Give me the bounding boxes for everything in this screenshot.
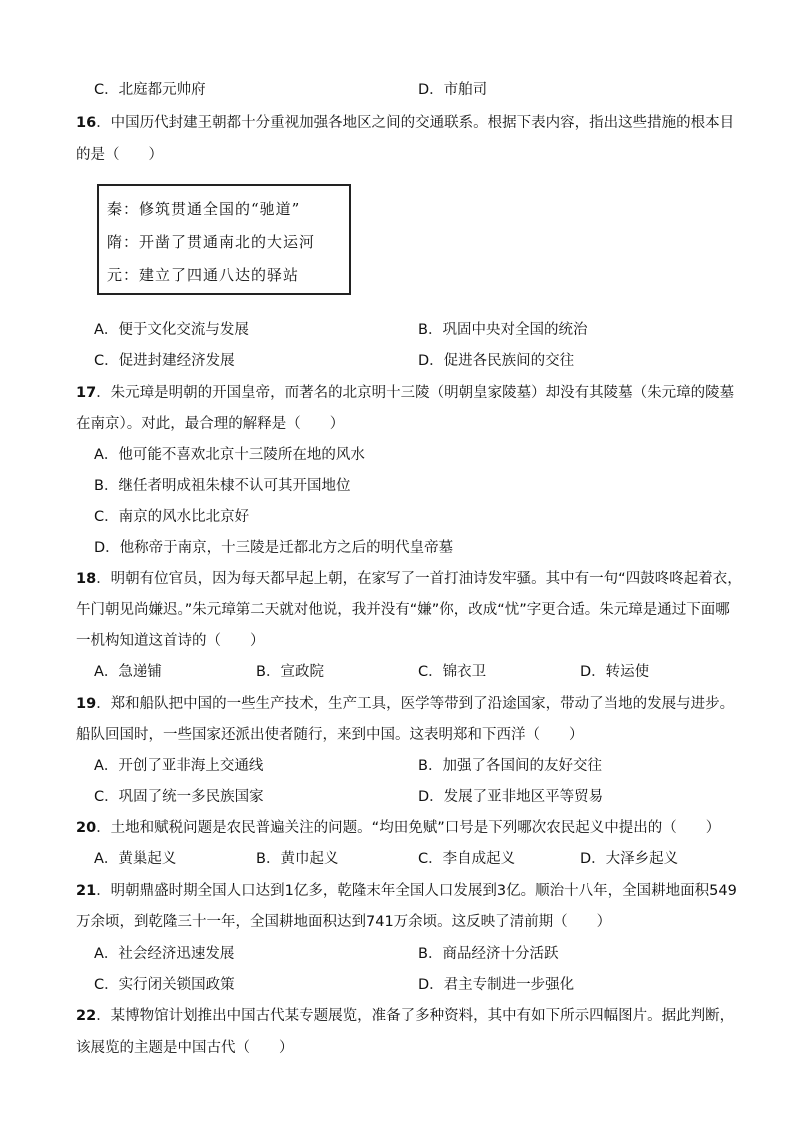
q22-stem-line2: 该展览的主题是中国古代（ ） — [76, 1040, 294, 1056]
q15-option-c: C．北庭都元帅府 — [94, 82, 206, 98]
q21-option-d: D．君主专制进一步强化 — [418, 977, 575, 993]
q21-text-1: ．明朝鼎盛时期全国人口达到1亿多，乾隆末年全国人口发展到3亿。顺治十八年，全国耕地面积549 — [96, 883, 737, 899]
q17-option-b: B．继任者明成祖朱棣不认可其开国地位 — [94, 478, 351, 494]
q17-number: 17 — [76, 385, 97, 401]
q18-text-1: ．明朝有位官员，因为每天都早起上朝，在家写了一首打油诗发牢骚。其中有一句“四鼓咚咚起着衣， — [96, 571, 742, 587]
q17-stem-line2: 在南京）。对此，最合理的解释是（ ） — [76, 416, 345, 432]
q20-option-c: C．李自成起义 — [418, 851, 516, 867]
q17-text-1: ．朱元璋是明朝的开国皇帝，而著名的北京明十三陵（明朝皇家陵墓）却没有其陵墓（朱元璋的陵墓 — [96, 385, 735, 401]
q17-stem-line1 — [76, 383, 734, 403]
q16-stem-line1 — [76, 113, 734, 133]
q19-text-1: ．郑和船队把中国的一些生产技术，生产工具，医学等带到了沿途国家，带动了当地的发展与进步。 — [96, 696, 735, 712]
q22-text-1: ．某博物馆计划推出中国古代某专题展览，准备了多种资料，其中有如下所示四幅图片。据此判断， — [96, 1008, 735, 1024]
q19-stem-line1 — [76, 694, 734, 714]
q16-text-1: ．中国历代封建王朝都十分重视加强各地区之间的交通联系。根据下表内容，指出这些措施的根本目 — [96, 115, 735, 131]
q17-option-d: D．他称帝于南京，十三陵是迁都北方之后的明代皇帝墓 — [94, 540, 454, 556]
q20-number: 20 — [76, 820, 97, 836]
q19-option-d: D．发展了亚非地区平等贸易 — [418, 789, 604, 805]
q20-text-1: ．土地和赋税问题是农民普遍关注的问题。“均田免赋”口号是下列哪次农民起义中提出的（ ） — [96, 820, 721, 836]
q16-stem-line2: 的是（ ） — [76, 147, 163, 163]
q22-number: 22 — [76, 1008, 97, 1024]
q16-number: 16 — [76, 115, 97, 131]
q17-option-c: C．南京的风水比北京好 — [94, 509, 250, 525]
q18-option-a: A．急递铺 — [94, 664, 162, 680]
q20-stem-line1 — [76, 818, 720, 838]
q18-option-c: C．锦衣卫 — [418, 664, 487, 680]
q18-stem-line2: 午门朝见尚嫌迟。”朱元璋第二天就对他说，我并没有“嫌”你，改成“忧”字更合适。朱元璋是通过下面哪 — [76, 602, 730, 618]
q21-number: 21 — [76, 883, 97, 899]
q18-stem-line1 — [76, 569, 742, 589]
q19-stem-line2: 船队回国时，一些国家还派出使者随行，来到中国。这表明郑和下西洋（ ） — [76, 727, 584, 743]
q18-option-d: D．转运使 — [580, 664, 650, 680]
q20-option-d: D．大泽乡起义 — [580, 851, 679, 867]
q19-number: 19 — [76, 696, 97, 712]
q21-stem-line2: 万余顷，到乾隆三十一年，全国耕地面积达到741万余顷。这反映了清前期（ ） — [76, 914, 612, 930]
q18-number: 18 — [76, 571, 97, 587]
q20-option-a: A．黄巢起义 — [94, 851, 177, 867]
q16-option-c: C．促进封建经济发展 — [94, 353, 235, 369]
q16-table-row-qin: 秦：修筑贯通全国的“驰道” — [107, 200, 301, 218]
q16-option-b: B．巩固中央对全国的统治 — [418, 322, 588, 338]
q21-option-a: A．社会经济迅速发展 — [94, 946, 235, 962]
q19-option-c: C．巩固了统一多民族国家 — [94, 789, 264, 805]
q17-option-a: A．他可能不喜欢北京十三陵所在地的风水 — [94, 447, 365, 463]
q22-stem-line1 — [76, 1006, 734, 1026]
q16-table-row-yuan: 元：建立了四通八达的驿站 — [107, 266, 300, 284]
q21-option-c: C．实行闭关锁国政策 — [94, 977, 235, 993]
q21-option-b: B．商品经济十分活跃 — [418, 946, 559, 962]
q20-option-b: B．黄巾起义 — [256, 851, 339, 867]
q16-option-a: A．便于文化交流与发展 — [94, 322, 249, 338]
q18-stem-line3: 一机构知道这首诗的（ ） — [76, 633, 265, 649]
q16-table-row-sui: 隋：开凿了贯通南北的大运河 — [107, 233, 316, 251]
q18-option-b: B．宣政院 — [256, 664, 324, 680]
q15-option-d: D．市舶司 — [418, 82, 488, 98]
q19-option-b: B．加强了各国间的友好交往 — [418, 758, 602, 774]
q16-option-d: D．促进各民族间的交往 — [418, 353, 575, 369]
q21-stem-line1 — [76, 881, 737, 901]
q19-option-a: A．开创了亚非海上交通线 — [94, 758, 264, 774]
q16-info-table — [97, 184, 351, 295]
